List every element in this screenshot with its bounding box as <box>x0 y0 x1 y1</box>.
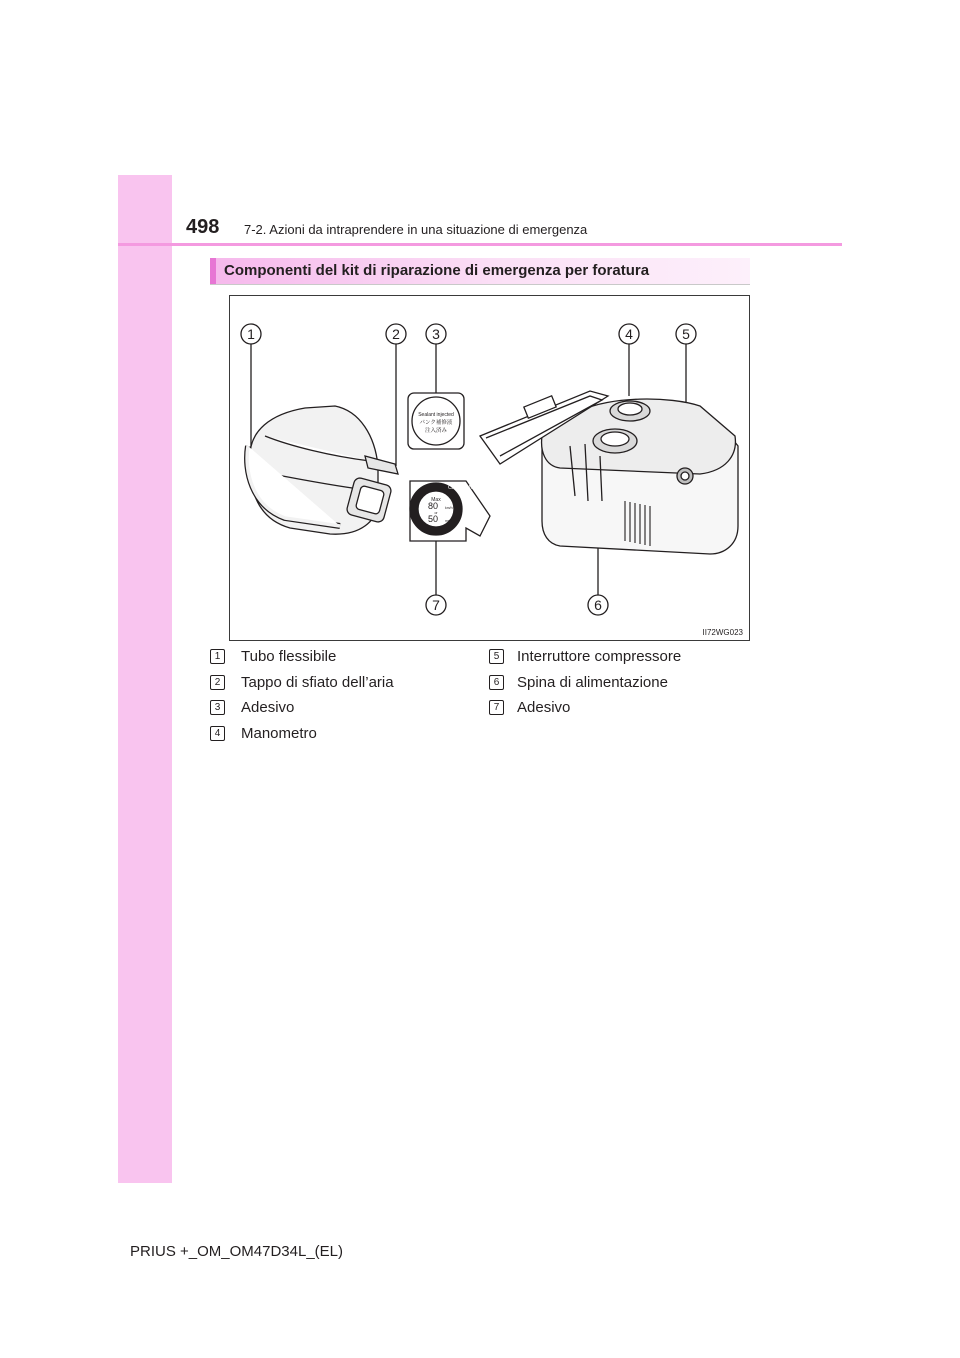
figure-code: II72WG023 <box>702 628 743 637</box>
callout-1 <box>241 324 261 448</box>
repair-kit-figure <box>229 295 750 641</box>
callout-4 <box>619 324 639 396</box>
legend-badge: 1 <box>210 649 225 664</box>
legend-badge: 6 <box>489 675 504 690</box>
legend-badge: 5 <box>489 649 504 664</box>
legend-badge: 7 <box>489 700 504 715</box>
compressor-unit <box>480 391 738 554</box>
svg-text:注入済み: 注入済み <box>424 428 448 434</box>
callout-3 <box>426 324 446 394</box>
repair-kit-illustration <box>230 296 749 640</box>
legend-label: Spina di alimentazione <box>517 674 668 691</box>
svg-text:3: 3 <box>432 326 440 342</box>
svg-text:2: 2 <box>392 326 400 342</box>
subsection-title: Componenti del kit di riparazione di emergenza per foratura <box>224 262 650 279</box>
legend-label: Adesivo <box>517 699 571 716</box>
subsection-heading <box>210 258 750 285</box>
svg-text:1: 1 <box>247 326 255 342</box>
callout-2 <box>386 324 406 466</box>
svg-text:Max: Max <box>431 497 441 503</box>
sidebar-tab <box>118 175 172 1183</box>
caution-sticker <box>410 481 490 541</box>
svg-text:パンク補修液: パンク補修液 <box>419 420 453 426</box>
sealant-bottle <box>247 406 398 534</box>
svg-text:6: 6 <box>594 597 602 613</box>
legend-label: Interruttore compressore <box>517 648 682 665</box>
legend-label: Tappo di sfiato dell’aria <box>241 674 394 691</box>
callout-7 <box>426 531 446 615</box>
svg-text:7: 7 <box>432 597 440 613</box>
svg-text:4: 4 <box>625 326 633 342</box>
header-rule <box>118 243 842 246</box>
svg-text:5: 5 <box>682 326 690 342</box>
document-footer: PRIUS +_OM_OM47D34L_(EL) <box>130 1243 344 1260</box>
legend-label: Adesivo <box>241 699 295 716</box>
svg-text:mph: mph <box>445 519 452 523</box>
svg-text:km/h: km/h <box>445 506 453 510</box>
svg-text:CAUTION: CAUTION <box>448 485 473 491</box>
svg-text:50: 50 <box>427 514 439 524</box>
svg-text:or: or <box>434 511 438 515</box>
legend-badge: 2 <box>210 675 225 690</box>
sealant-injected-sticker <box>408 393 464 449</box>
legend-label: Manometro <box>241 725 317 742</box>
svg-text:80: 80 <box>427 501 439 511</box>
section-title: 7-2. Azioni da intraprendere in una situazione di emergenza <box>244 222 588 237</box>
page-number: 498 <box>186 216 220 238</box>
legend-badge: 3 <box>210 700 225 715</box>
heading-accent-bar <box>210 258 216 284</box>
svg-text:Sealant injected: Sealant injected <box>418 412 454 418</box>
legend-label: Tubo flessibile <box>241 648 337 665</box>
legend-badge: 4 <box>210 726 225 741</box>
